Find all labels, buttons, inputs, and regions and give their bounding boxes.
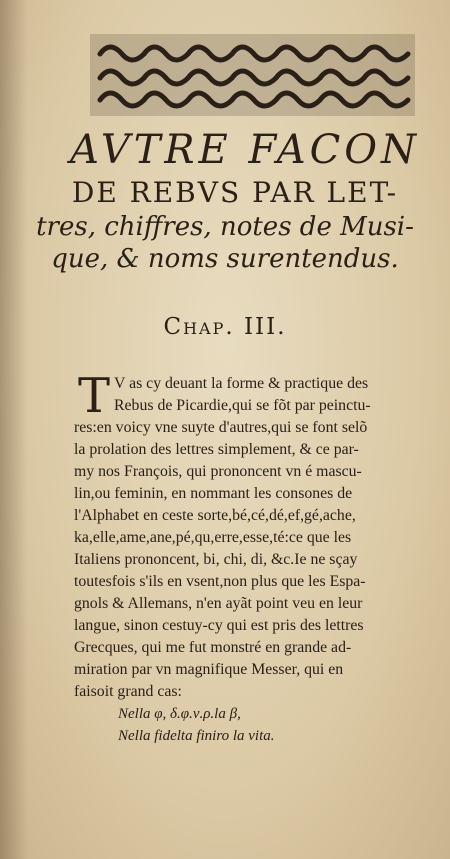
verse-line: Nella φ, δ.φ.ν.ρ.la β, <box>118 706 241 722</box>
body-line: my nos François, qui prononcent vn é mascu- <box>74 463 362 480</box>
verse <box>118 703 275 747</box>
body-line: Grecques, qui me fut monstré en grande ad- <box>74 639 352 656</box>
ornamental-headpiece <box>90 34 415 116</box>
chapter-heading: Chap. III. <box>163 314 287 340</box>
body-line: toutesfois s'ils en vsent,non plus que les Espa- <box>74 573 366 590</box>
title-line-3: tres, chiffres, notes de Musi- <box>36 211 414 242</box>
title-line-2: DE REBVS PAR LET- <box>71 176 399 209</box>
body-line: V as cy deuant la forme & practique des <box>114 375 369 392</box>
body-line: lin,ou feminin, en nommant les consones de <box>74 485 353 502</box>
body-line: miration par vn magnifique Messer, qui en <box>74 661 344 678</box>
body-line: langue, sinon cestuy-cy qui est pris des lettres <box>74 617 364 634</box>
chapter-title <box>0 128 450 274</box>
verse-line: Nella fidelta finiro la vita. <box>118 728 275 744</box>
title-line-1: AVTRE FACON <box>69 127 421 173</box>
drop-capital: T <box>78 368 111 424</box>
body-line: Rebus de Picardie,qui se fõt par peinctu- <box>114 397 371 414</box>
body-line: res:en voicy vne suyte d'autres,qui se font selõ <box>74 419 368 436</box>
body-line: ka,elle,ame,ane,pé,qu,erre,esse,té:ce que les <box>74 529 352 546</box>
body-line: l'Alphabet en ceste sorte,bé,cé,dé,ef,gé,ache, <box>74 507 356 524</box>
body-line: Italiens prononcent, bi, chi, di, &c.Ie ne sçay <box>74 551 358 568</box>
title-line-4: que, & noms surentendus. <box>51 244 399 275</box>
body-line: la prolation des lettres simplement, & ce par- <box>74 441 359 458</box>
body-line: gnols & Allemans, n'en ayãt point veu en leur <box>74 595 363 612</box>
body-text <box>74 368 434 703</box>
body-line: faisoit grand cas: <box>74 683 182 700</box>
